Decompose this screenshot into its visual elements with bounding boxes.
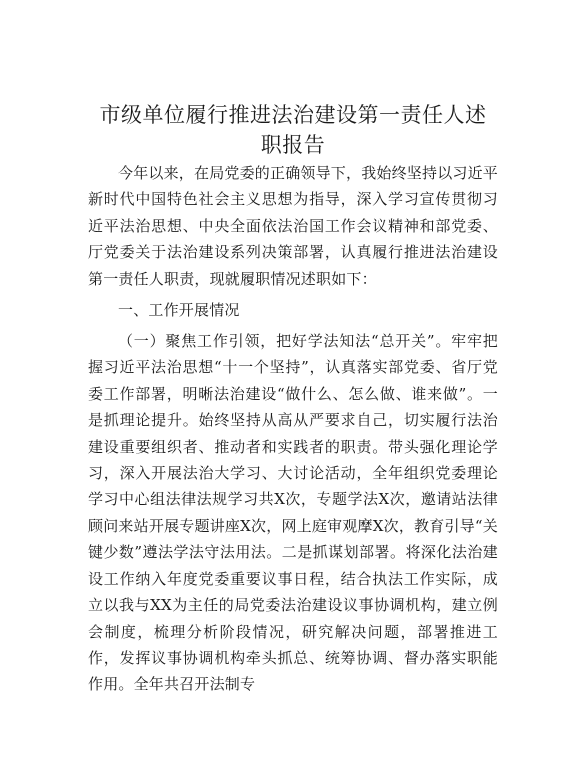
document-title: 市级单位履行推进法治建设第一责任人述职报告: [99, 103, 487, 157]
document-body: [88, 160, 498, 698]
intro-paragraph: 今年以来，在局党委的正确领导下，我始终坚持以习近平新时代中国特色社会主义思想为指导，深入学习宣传贯彻习近平法治思想、中央全面依法治国工作会议精神和部党委、厅党委关于法治建设系列决策部署，认真履行推进法治建设第一责任人职责，现就履职情况述职如下：: [88, 164, 499, 288]
section-heading-work-status: 一、工作开展情况: [118, 301, 240, 320]
section-1-paragraph: （一）聚焦工作引领，把好学法知法“总开关”。牢牢把握习近平法治思想“十一个坚持”，认真落实部党委、省厅党委工作部署，明晰法治建设“做什么、怎么做、谁来做”。一是抓理论提升。始终坚持从高从严要求自己，切实履行法治建设重要组织者、推动者和实践者的职责。带头强化理论学习，深入开展法治大学习、大讨论活动，全年组织党委理论学习中心组法律法规学习共X次，专题学法X次，邀请站法律顾问来站开展专题讲座X次，网上庭审观摩X次，教育引导“关键少数”遵法学法守法用法。二是抓谋划部署。将深化法治建设工作纳入年度党委重要议事日程，结合执法工作实际，成立以我与XX为主任的局党委法治建设议事协调机构，建立例会制度，梳理分析阶段情况，研究解决问题，部署推进工作，发挥议事协调机构牵头抓总、统筹协调、督办落实职能作用。全年共召开法制专: [88, 332, 498, 694]
